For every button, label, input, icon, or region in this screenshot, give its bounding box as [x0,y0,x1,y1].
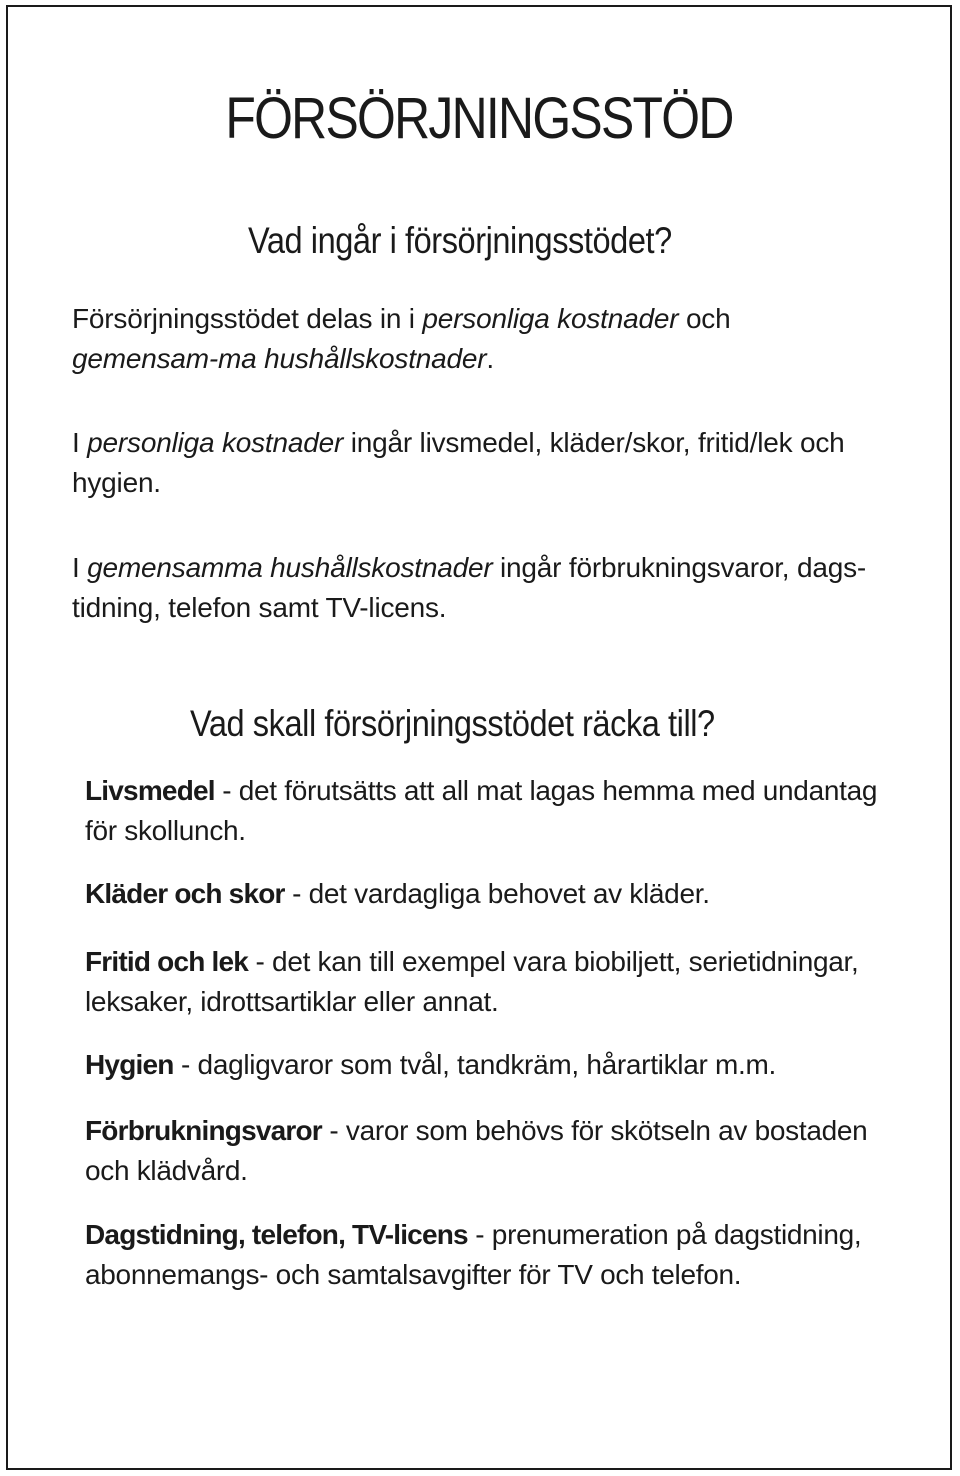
definition-text: - prenumeration på dagstidning, abonnemangs- och samtalsavgifter för TV och telefon. [85,1219,862,1290]
definition-dagstidning [85,1215,895,1295]
definition-term: Fritid och lek [85,946,249,977]
definition-term: Förbrukningsvaror [85,1115,322,1146]
paragraph-cost-division: Försörjningsstödet delas in i personliga kostnader och gemensam-ma hushållskostnader. [72,303,731,374]
definition-hygien [85,1045,895,1085]
definition-text: - dagligvaror som tvål, tandkräm, hårartiklar m.m. [173,1049,776,1080]
paragraph-personal-costs: I personliga kostnader ingår livsmedel, kläder/skor, fritid/lek och hygien. [72,427,845,498]
definition-term: Hygien [85,1049,174,1080]
definition-fritid [85,942,895,1022]
definition-klader [85,874,895,914]
definition-term: Kläder och skor [85,878,285,909]
section-heading-coverage: Vad skall försörjningsstödet räcka till? [190,703,715,744]
page-title: FÖRSÖRJNINGSSTÖD [225,86,733,151]
definition-text: - det förutsätts att all mat lagas hemma med undantag för skollunch. [85,775,878,846]
definition-text: - det kan till exempel vara biobiljett, serietidningar, leksaker, idrottsartiklar eller annat. [85,946,859,1017]
definition-forbrukningsvaror [85,1111,895,1191]
definition-text: - varor som behövs för skötseln av bostaden och klädvård. [85,1115,868,1186]
paragraph-household-costs: I gemensamma hushållskostnader ingår förbrukningsvaror, dags-tidning, telefon samt TV-licens. [72,552,867,623]
definition-text: - det vardagliga behovet av kläder. [284,878,710,909]
definition-livsmedel [85,771,895,851]
definition-term: Dagstidning, telefon, TV-licens [85,1219,468,1250]
definition-term: Livsmedel [85,775,215,806]
document-page [6,5,952,1470]
section-heading-included: Vad ingår i försörjningsstödet? [248,220,672,261]
